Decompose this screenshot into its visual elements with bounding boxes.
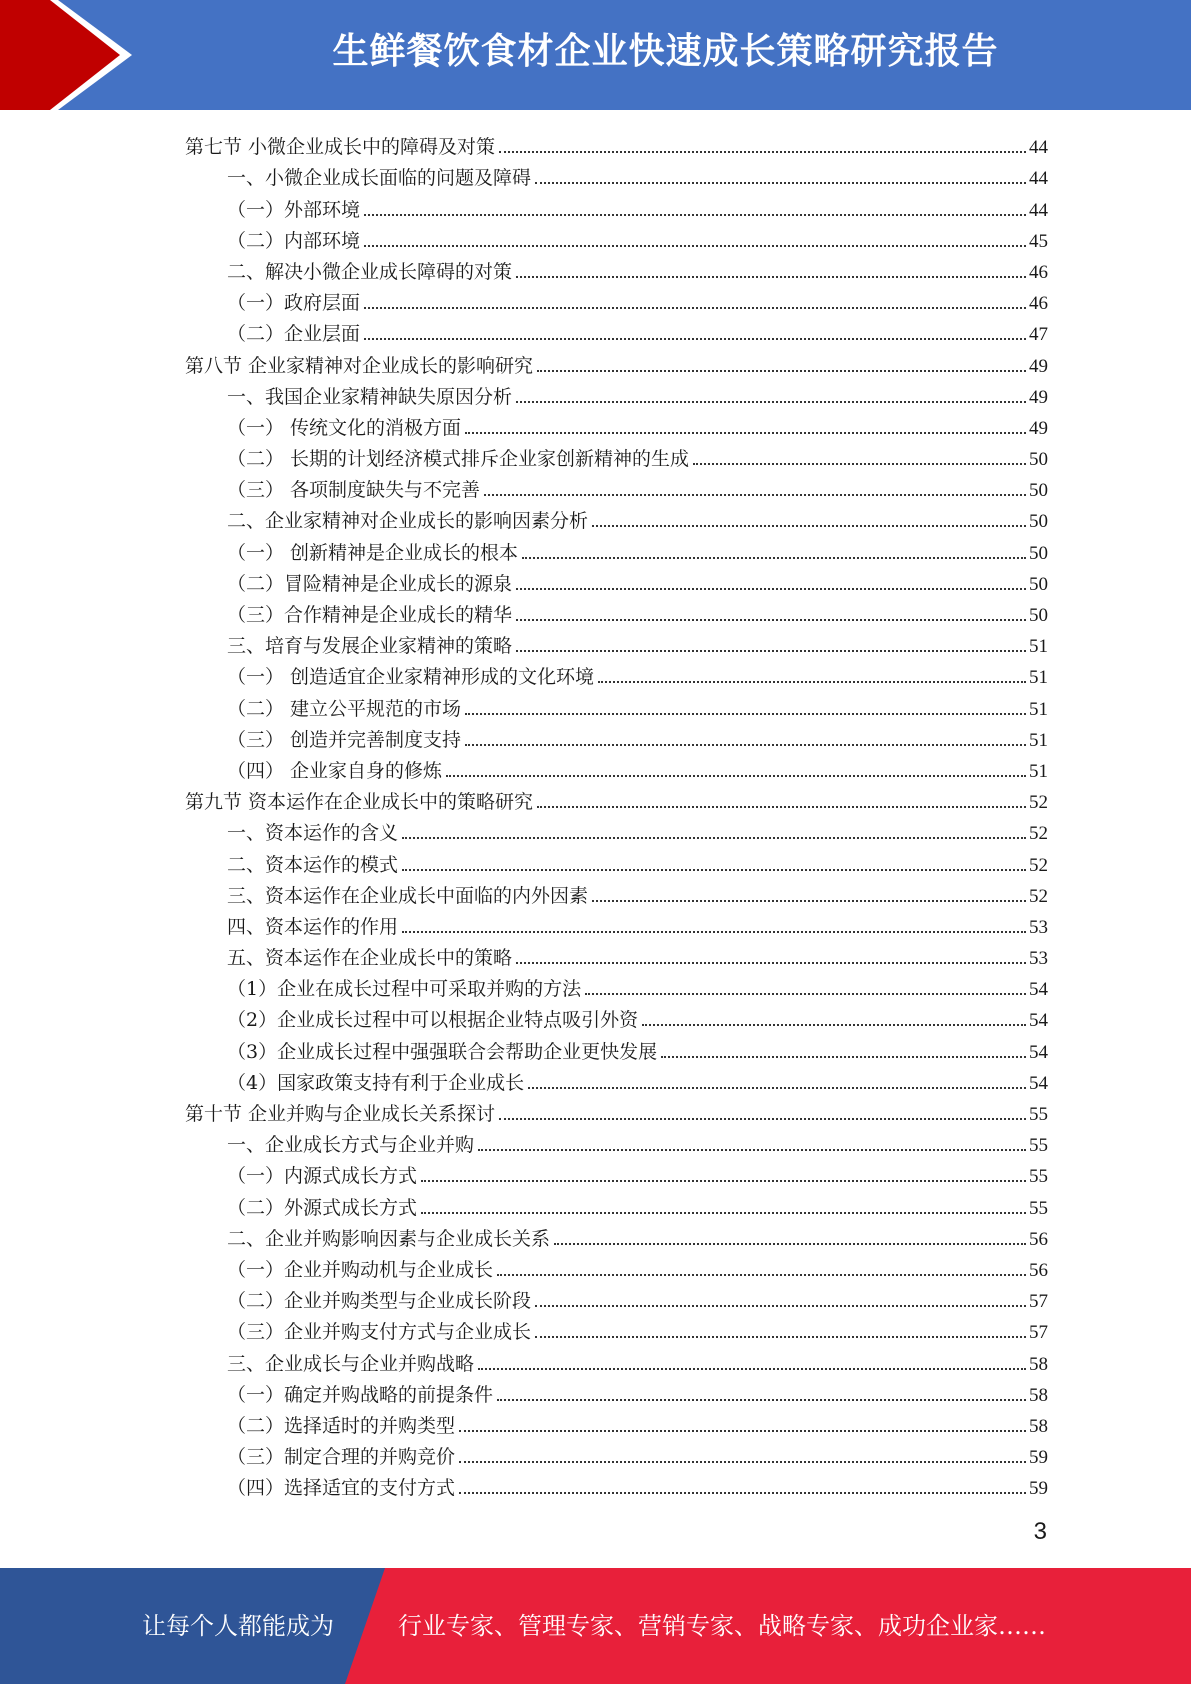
toc-entry-page: 50	[1029, 605, 1048, 626]
toc-entry-title: （一） 创造适宜企业家精神形成的文化环境	[227, 666, 595, 689]
toc-entry-page: 50	[1029, 511, 1048, 533]
toc-entry-title: 第七节 小微企业成长中的障碍及对策	[185, 136, 496, 159]
toc-dot-leader	[459, 1492, 1026, 1494]
toc-entry[interactable]	[185, 814, 1048, 845]
toc-entry-title: 五、资本运作在企业成长中的策略	[227, 947, 513, 970]
toc-entry[interactable]	[185, 253, 1048, 284]
toc-dot-leader	[402, 837, 1026, 839]
toc-entry-title: （一）确定并购战略的前提条件	[227, 1383, 494, 1406]
toc-entry[interactable]	[185, 222, 1048, 253]
toc-entry[interactable]	[185, 1251, 1048, 1282]
toc-entry-page: 59	[1029, 1478, 1048, 1500]
toc-dot-leader	[465, 713, 1026, 715]
toc-entry-page: 47	[1029, 324, 1048, 346]
toc-entry[interactable]	[185, 658, 1048, 689]
toc-entry-title: 二、资本运作的模式	[227, 853, 399, 876]
toc-entry[interactable]	[185, 1313, 1048, 1344]
toc-entry[interactable]	[185, 908, 1048, 939]
toc-entry[interactable]	[185, 315, 1048, 346]
header-arrow-icon	[0, 0, 150, 110]
table-of-contents	[185, 128, 1048, 1500]
toc-entry[interactable]	[185, 845, 1048, 876]
toc-entry-title: 四、资本运作的作用	[227, 915, 399, 938]
toc-dot-leader	[537, 370, 1026, 372]
toc-entry[interactable]	[185, 1407, 1048, 1438]
toc-entry-page: 50	[1029, 480, 1048, 502]
toc-entry-title: （2）企业成长过程中可以根据企业特点吸引外资	[227, 1009, 639, 1032]
toc-entry[interactable]	[185, 409, 1048, 440]
toc-entry[interactable]	[185, 1282, 1048, 1313]
toc-entry-title: （3）企业成长过程中强强联合会帮助企业更快发展	[227, 1040, 658, 1063]
toc-entry[interactable]	[185, 1032, 1048, 1063]
toc-entry-title: （三） 创造并完善制度支持	[227, 728, 462, 751]
toc-entry-page: 54	[1029, 1041, 1048, 1063]
toc-entry[interactable]	[185, 471, 1048, 502]
toc-entry-title: （二） 建立公平规范的市场	[227, 697, 462, 720]
toc-entry[interactable]	[185, 284, 1048, 315]
toc-entry-page: 58	[1029, 1384, 1048, 1406]
toc-dot-leader	[516, 276, 1026, 278]
toc-entry-page: 54	[1029, 1072, 1048, 1094]
toc-entry-title: 二、企业家精神对企业成长的影响因素分析	[227, 510, 589, 533]
toc-dot-leader	[535, 1336, 1026, 1338]
toc-entry-title: 第九节 资本运作在企业成长中的策略研究	[185, 791, 534, 814]
toc-dot-leader	[661, 1056, 1026, 1058]
toc-dot-leader	[465, 744, 1026, 746]
toc-entry-title: 二、解决小微企业成长障碍的对策	[227, 260, 513, 283]
toc-entry-title: 二、企业并购影响因素与企业成长关系	[227, 1227, 551, 1250]
toc-entry-title: （二） 长期的计划经济模式排斥企业家创新精神的生成	[227, 448, 690, 471]
toc-entry-title: （二）外源式成长方式	[227, 1196, 418, 1219]
toc-entry[interactable]	[185, 440, 1048, 471]
toc-entry[interactable]	[185, 1095, 1048, 1126]
toc-dot-leader	[364, 307, 1026, 309]
toc-entry[interactable]	[185, 1188, 1048, 1219]
toc-entry-title: （四） 企业家自身的修炼	[227, 759, 443, 782]
toc-entry-title: （一）政府层面	[227, 292, 361, 315]
toc-dot-leader	[499, 151, 1026, 153]
toc-dot-leader	[364, 338, 1026, 340]
toc-entry-page: 44	[1029, 168, 1048, 190]
toc-entry-title: 一、企业成长方式与企业并购	[227, 1134, 475, 1157]
toc-entry-page: 44	[1029, 137, 1048, 159]
toc-entry[interactable]	[185, 877, 1048, 908]
toc-entry-page: 53	[1029, 948, 1048, 970]
toc-dot-leader	[554, 1243, 1026, 1245]
toc-entry-page: 51	[1029, 729, 1048, 751]
toc-entry-page: 45	[1029, 230, 1048, 252]
toc-dot-leader	[693, 463, 1026, 465]
toc-dot-leader	[421, 1180, 1026, 1182]
toc-entry[interactable]	[185, 190, 1048, 221]
toc-entry-title: （三） 各项制度缺失与不完善	[227, 479, 481, 502]
toc-entry-title: （一）企业并购动机与企业成长	[227, 1258, 494, 1281]
toc-dot-leader	[402, 931, 1026, 933]
toc-dot-leader	[598, 681, 1026, 683]
toc-dot-leader	[522, 557, 1026, 559]
toc-entry-page: 50	[1029, 573, 1048, 595]
toc-entry-page: 51	[1029, 760, 1048, 782]
toc-dot-leader	[592, 525, 1026, 527]
toc-entry-page: 46	[1029, 261, 1048, 283]
toc-entry-page: 50	[1029, 542, 1048, 564]
toc-entry[interactable]	[185, 1438, 1048, 1469]
toc-entry-title: 一、小微企业成长面临的问题及障碍	[227, 167, 532, 190]
toc-entry[interactable]	[185, 752, 1048, 783]
toc-entry-page: 59	[1029, 1447, 1048, 1469]
toc-entry-page: 52	[1029, 823, 1048, 845]
toc-entry-title: （4）国家政策支持有利于企业成长	[227, 1071, 525, 1094]
toc-dot-leader	[516, 650, 1026, 652]
toc-dot-leader	[364, 245, 1026, 247]
document-title: 生鲜餐饮食材企业快速成长策略研究报告	[332, 31, 999, 72]
toc-entry[interactable]	[185, 783, 1048, 814]
toc-dot-leader	[446, 775, 1026, 777]
toc-dot-leader	[459, 1430, 1026, 1432]
toc-dot-leader	[421, 1212, 1026, 1214]
toc-dot-leader	[535, 1305, 1026, 1307]
toc-dot-leader	[642, 1024, 1026, 1026]
toc-dot-leader	[528, 1087, 1026, 1089]
toc-entry-page: 58	[1029, 1415, 1048, 1437]
toc-dot-leader	[497, 1399, 1026, 1401]
toc-dot-leader	[499, 1118, 1026, 1120]
toc-entry-page: 46	[1029, 293, 1048, 315]
toc-entry-page: 54	[1029, 1010, 1048, 1032]
toc-dot-leader	[585, 993, 1026, 995]
toc-entry-title: （二）选择适时的并购类型	[227, 1414, 456, 1437]
toc-entry-page: 49	[1029, 386, 1048, 408]
toc-entry[interactable]	[185, 1344, 1048, 1375]
toc-dot-leader	[478, 1149, 1026, 1151]
toc-entry[interactable]	[185, 939, 1048, 970]
toc-entry[interactable]	[185, 1064, 1048, 1095]
toc-dot-leader	[497, 1274, 1026, 1276]
toc-entry-page: 58	[1029, 1353, 1048, 1375]
toc-entry[interactable]	[185, 627, 1048, 658]
toc-entry-title: 三、企业成长与企业并购战略	[227, 1352, 475, 1375]
toc-dot-leader	[516, 619, 1026, 621]
toc-entry-page: 56	[1029, 1259, 1048, 1281]
toc-entry[interactable]	[185, 565, 1048, 596]
toc-dot-leader	[364, 214, 1026, 216]
toc-entry[interactable]	[185, 970, 1048, 1001]
toc-entry-title: 第十节 企业并购与企业成长关系探讨	[185, 1103, 496, 1125]
toc-entry[interactable]	[185, 378, 1048, 409]
toc-entry[interactable]	[185, 721, 1048, 752]
toc-entry-title: 三、资本运作在企业成长中面临的内外因素	[227, 884, 589, 907]
toc-entry[interactable]	[185, 346, 1048, 377]
toc-entry-title: （二）冒险精神是企业成长的源泉	[227, 572, 513, 595]
toc-dot-leader	[402, 869, 1026, 871]
toc-entry-page: 55	[1029, 1197, 1048, 1219]
footer-slogan-left: 让每个人都能成为	[142, 1612, 334, 1640]
toc-entry-title: 一、我国企业家精神缺失原因分析	[227, 385, 513, 408]
toc-entry-page: 52	[1029, 885, 1048, 907]
page-number: 3	[1033, 1518, 1047, 1545]
toc-entry-title: （二）内部环境	[227, 229, 361, 252]
toc-entry-page: 55	[1029, 1104, 1048, 1125]
toc-dot-leader	[535, 182, 1026, 184]
toc-entry-title: （一） 传统文化的消极方面	[227, 416, 462, 439]
toc-entry-title: 三、培育与发展企业家精神的策略	[227, 635, 513, 658]
toc-entry-page: 51	[1029, 698, 1048, 720]
toc-dot-leader	[516, 962, 1026, 964]
toc-entry-title: （二）企业并购类型与企业成长阶段	[227, 1290, 532, 1313]
toc-entry-page: 57	[1029, 1322, 1048, 1344]
footer-band	[0, 1568, 1191, 1684]
toc-entry-page: 55	[1029, 1135, 1048, 1157]
toc-dot-leader	[537, 806, 1026, 808]
toc-entry-page: 52	[1029, 792, 1048, 814]
toc-entry-title: （一）内源式成长方式	[227, 1165, 418, 1188]
toc-entry[interactable]	[185, 502, 1048, 533]
toc-dot-leader	[465, 432, 1026, 434]
toc-entry-page: 49	[1029, 355, 1048, 377]
toc-entry-page: 51	[1029, 667, 1048, 689]
toc-dot-leader	[516, 588, 1026, 590]
toc-entry[interactable]	[185, 533, 1048, 564]
toc-entry[interactable]	[185, 128, 1048, 159]
toc-entry-title: （三）制定合理的并购竞价	[227, 1446, 456, 1469]
toc-entry-page: 51	[1029, 636, 1048, 658]
toc-entry[interactable]	[185, 689, 1048, 720]
toc-dot-leader	[592, 900, 1026, 902]
toc-entry[interactable]	[185, 1469, 1048, 1500]
toc-entry[interactable]	[185, 159, 1048, 190]
toc-entry-title: 一、资本运作的含义	[227, 822, 399, 845]
toc-dot-leader	[516, 401, 1026, 403]
toc-entry-title: （1）企业在成长过程中可采取并购的方法	[227, 978, 582, 1001]
toc-entry[interactable]	[185, 596, 1048, 627]
toc-entry-page: 50	[1029, 449, 1048, 471]
toc-entry-page: 56	[1029, 1228, 1048, 1250]
toc-entry-page: 49	[1029, 417, 1048, 439]
toc-dot-leader	[459, 1461, 1026, 1463]
toc-entry-title: （一） 创新精神是企业成长的根本	[227, 541, 519, 564]
toc-entry-title: （四）选择适宜的支付方式	[227, 1477, 456, 1500]
toc-entry-title: 第八节 企业家精神对企业成长的影响研究	[185, 354, 534, 377]
toc-entry[interactable]	[185, 1001, 1048, 1032]
toc-entry-page: 44	[1029, 199, 1048, 221]
toc-entry-page: 55	[1029, 1166, 1048, 1188]
toc-dot-leader	[478, 1368, 1026, 1370]
toc-entry-title: （二）企业层面	[227, 323, 361, 346]
toc-entry-page: 54	[1029, 979, 1048, 1001]
toc-dot-leader	[484, 494, 1026, 496]
toc-entry-title: （三）合作精神是企业成长的精华	[227, 604, 513, 626]
toc-entry-page: 52	[1029, 854, 1048, 876]
toc-entry[interactable]	[185, 1157, 1048, 1188]
header-band	[0, 0, 1191, 110]
toc-entry-title: （一）外部环境	[227, 198, 361, 221]
toc-entry[interactable]	[185, 1126, 1048, 1157]
toc-entry[interactable]	[185, 1220, 1048, 1251]
toc-entry-page: 57	[1029, 1291, 1048, 1313]
toc-entry-page: 53	[1029, 916, 1048, 938]
toc-entry[interactable]	[185, 1376, 1048, 1407]
footer-slogan-right: 行业专家、管理专家、营销专家、战略专家、成功企业家……	[398, 1612, 1046, 1640]
toc-entry-title: （三）企业并购支付方式与企业成长	[227, 1321, 532, 1344]
